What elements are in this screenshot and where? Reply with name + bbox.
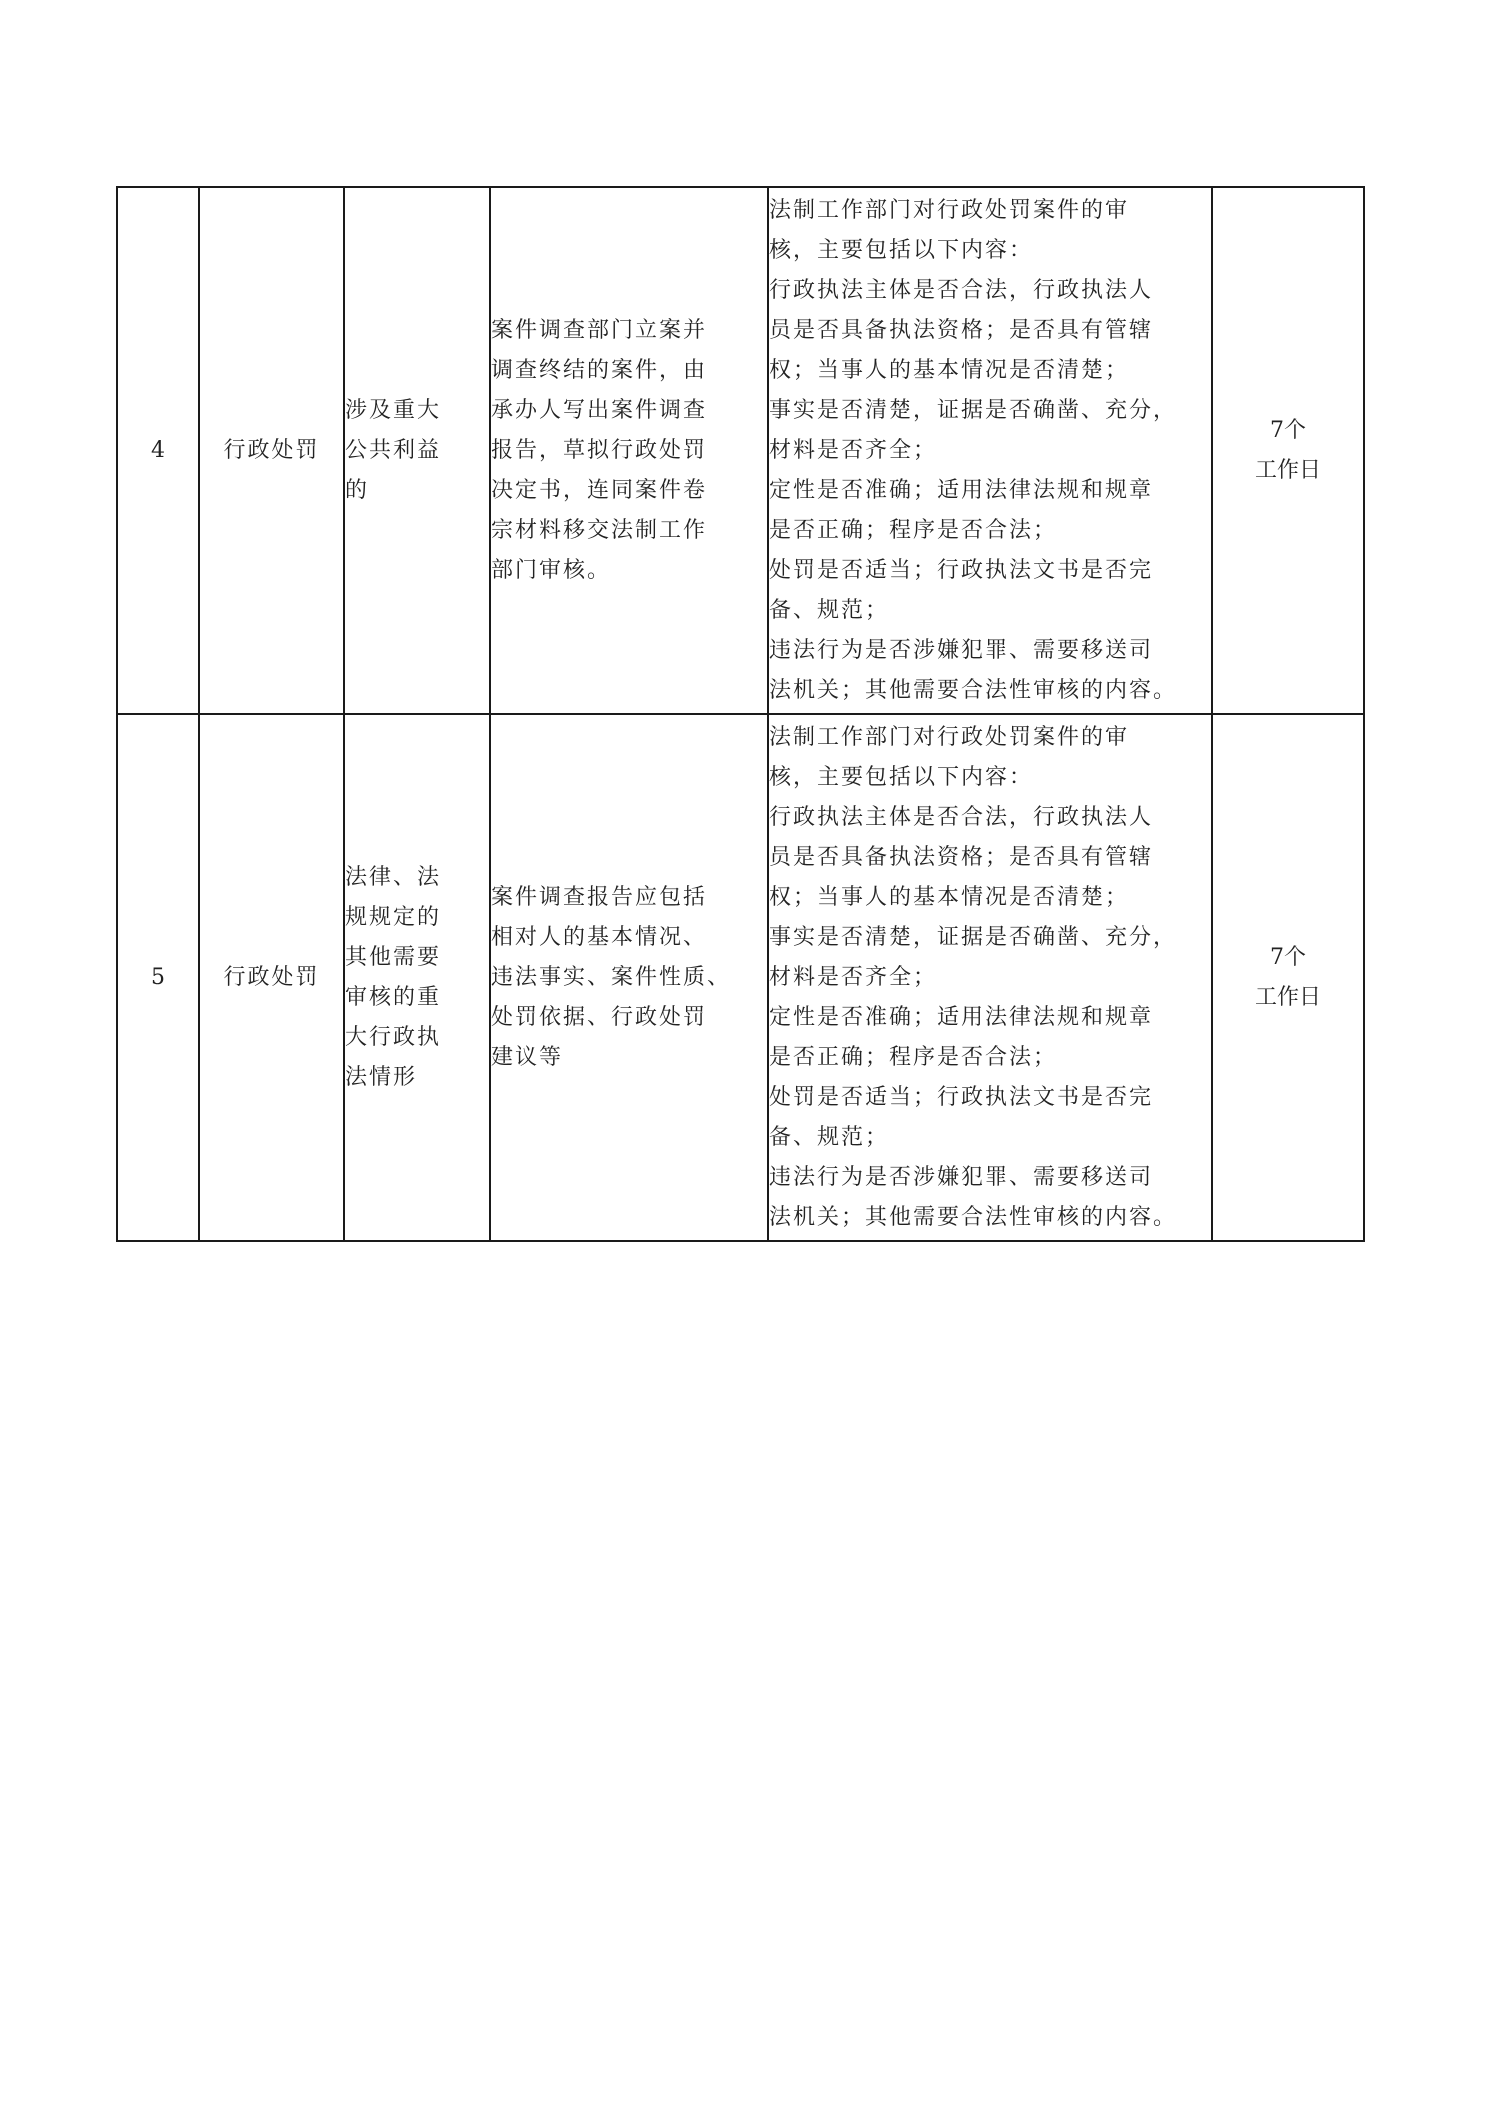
submission-basis-cell	[490, 187, 768, 714]
content-line: 法制工作部门对行政处罚案件的审	[769, 197, 1130, 223]
basis-line: 处罚依据、行政处罚	[491, 1004, 708, 1030]
content-line: 违法行为是否涉嫌犯罪、需要移送司	[769, 637, 1154, 663]
time-limit-count: 7个	[1270, 944, 1306, 970]
case-type-line: 法律、法	[345, 864, 442, 890]
row-number: 4	[151, 437, 165, 463]
content-line: 是否正确；程序是否合法；	[769, 1044, 1058, 1070]
content-line: 法机关；其他需要合法性审核的内容。	[769, 677, 1178, 703]
category-text: 行政处罚	[223, 437, 320, 463]
basis-line: 宗材料移交法制工作	[491, 517, 708, 543]
content-line: 核，主要包括以下内容：	[769, 237, 1034, 263]
case-type-line: 规规定的	[345, 904, 442, 930]
row-number-cell	[117, 187, 199, 714]
case-type-line: 法情形	[345, 1064, 418, 1090]
time-limit-cell	[1212, 714, 1364, 1241]
content-line: 材料是否齐全；	[769, 437, 938, 463]
content-line: 权；当事人的基本情况是否清楚；	[769, 357, 1130, 383]
content-line: 员是否具备执法资格；是否具有管辖	[769, 844, 1154, 870]
review-content-cell	[768, 187, 1212, 714]
case-type-cell	[344, 714, 490, 1241]
basis-line: 案件调查报告应包括	[491, 884, 708, 910]
content-line: 处罚是否适当；行政执法文书是否完	[769, 1084, 1154, 1110]
case-type-line: 大行政执	[345, 1024, 442, 1050]
content-line: 备、规范；	[769, 597, 890, 623]
content-line: 定性是否准确；适用法律法规和规章	[769, 477, 1154, 503]
case-type-cell	[344, 187, 490, 714]
time-limit-cell	[1212, 187, 1364, 714]
time-limit-unit: 工作日	[1254, 984, 1321, 1010]
basis-line: 建议等	[491, 1044, 564, 1070]
category-cell	[199, 714, 344, 1241]
category-cell	[199, 187, 344, 714]
content-line: 定性是否准确；适用法律法规和规章	[769, 1004, 1154, 1030]
basis-line: 相对人的基本情况、	[491, 924, 708, 950]
content-line: 法制工作部门对行政处罚案件的审	[769, 724, 1130, 750]
basis-line: 报告，草拟行政处罚	[491, 437, 708, 463]
review-table	[116, 186, 1365, 1242]
case-type-line: 涉及重大	[345, 397, 442, 423]
basis-line: 调查终结的案件，由	[491, 357, 708, 383]
content-line: 违法行为是否涉嫌犯罪、需要移送司	[769, 1164, 1154, 1190]
category-text: 行政处罚	[223, 964, 320, 990]
time-limit-count: 7个	[1270, 417, 1306, 443]
content-line: 是否正确；程序是否合法；	[769, 517, 1058, 543]
case-type-line: 其他需要	[345, 944, 442, 970]
content-line: 备、规范；	[769, 1124, 890, 1150]
case-type-line: 的	[345, 477, 370, 503]
basis-line: 部门审核。	[491, 557, 612, 583]
content-line: 法机关；其他需要合法性审核的内容。	[769, 1204, 1178, 1230]
content-line: 材料是否齐全；	[769, 964, 938, 990]
time-limit-unit: 工作日	[1254, 457, 1321, 483]
table-row	[117, 187, 1364, 714]
content-line: 核，主要包括以下内容：	[769, 764, 1034, 790]
content-line: 处罚是否适当；行政执法文书是否完	[769, 557, 1154, 583]
content-line: 事实是否清楚，证据是否确凿、充分，	[769, 924, 1178, 950]
content-line: 员是否具备执法资格；是否具有管辖	[769, 317, 1154, 343]
content-line: 行政执法主体是否合法，行政执法人	[769, 277, 1154, 303]
content-line: 权；当事人的基本情况是否清楚；	[769, 884, 1130, 910]
basis-line: 承办人写出案件调查	[491, 397, 708, 423]
row-number: 5	[151, 964, 165, 990]
table-row	[117, 714, 1364, 1241]
content-line: 行政执法主体是否合法，行政执法人	[769, 804, 1154, 830]
submission-basis-cell	[490, 714, 768, 1241]
case-type-line: 公共利益	[345, 437, 442, 463]
basis-line: 决定书，连同案件卷	[491, 477, 708, 503]
basis-line: 违法事实、案件性质、	[491, 964, 732, 990]
case-type-line: 审核的重	[345, 984, 442, 1010]
row-number-cell	[117, 714, 199, 1241]
review-content-cell	[768, 714, 1212, 1241]
basis-line: 案件调查部门立案并	[491, 317, 708, 343]
content-line: 事实是否清楚，证据是否确凿、充分，	[769, 397, 1178, 423]
